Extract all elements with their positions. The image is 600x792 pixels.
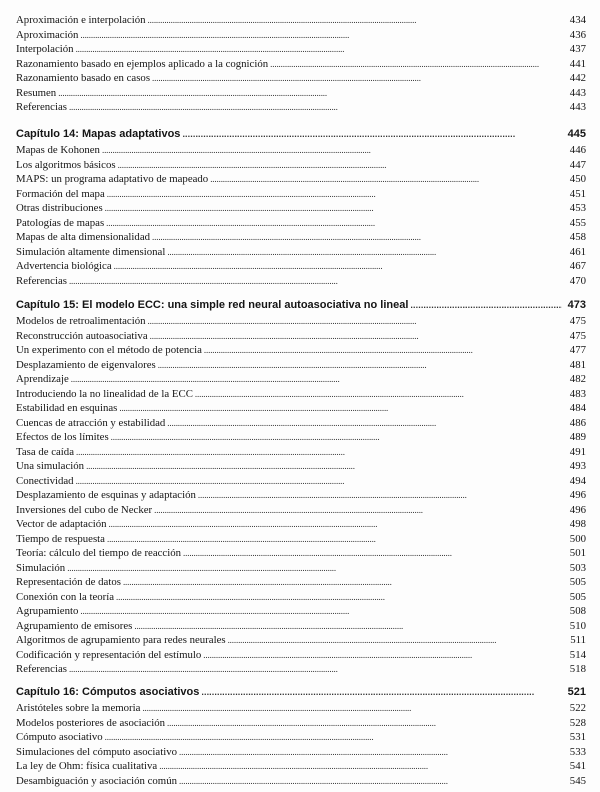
toc-entry [16,57,586,72]
entry-page: 510 [569,619,586,632]
entry-page: 505 [569,590,586,603]
entry-title: Vector de adaptación [16,518,107,530]
toc-entry [16,230,586,245]
leader-dots [80,28,562,43]
entry-page: 533 [569,745,586,758]
toc-entry [16,372,586,387]
toc-entry [16,28,586,43]
leader-dots [106,216,562,231]
entry-title: Los algoritmos básicos [16,158,116,171]
chapter-title: Capítulo 16: Cómputos asociativos [16,686,200,698]
entry-page: 498 [569,518,586,530]
leader-dots [123,575,562,590]
toc-entry [16,716,586,731]
leader-dots [111,430,562,445]
entry-title: Agrupamiento [16,605,79,617]
leader-dots [76,474,562,489]
chapter-heading [16,126,586,143]
leader-dots [182,126,562,143]
entry-page: 500 [569,532,586,545]
toc-entry [16,13,586,28]
toc-entry [16,216,586,231]
toc-entry [16,774,586,789]
entry-title: Representación de datos [16,576,121,588]
entry-page: 434 [569,14,586,26]
entry-page: 467 [569,260,586,272]
leader-dots [154,503,562,518]
leader-dots [148,13,562,28]
toc-entry [16,662,586,677]
toc-entry [16,590,586,605]
leader-dots [148,314,562,329]
leader-dots [119,401,562,416]
leader-dots [158,358,562,373]
leader-dots [76,42,562,57]
leader-dots [142,701,562,716]
entry-title: Interpolación [16,43,74,55]
toc-entry [16,633,586,648]
chapter-page: 473 [567,299,586,311]
entry-title: Simulación altamente dimensional [16,245,166,258]
toc-entry [16,143,586,158]
entry-page: 447 [569,158,586,171]
chapter-heading [16,297,586,314]
entry-page: 453 [569,202,586,214]
entry-page: 508 [569,605,586,617]
leader-dots [134,619,562,634]
leader-dots [179,745,562,760]
entry-page: 531 [569,731,586,743]
leader-dots [69,100,562,115]
toc-entry [16,86,586,101]
toc-entry [16,701,586,716]
entry-title: Inversiones del cubo de Necker [16,503,153,516]
toc-entry [16,358,586,373]
toc-entry [16,474,586,489]
entry-title: Patologías de mapas [16,216,105,229]
leader-dots [159,759,562,774]
entry-title: Tasa de caída [16,445,74,458]
entry-title: Mapas de alta dimensionalidad [16,231,151,243]
leader-dots [179,774,562,789]
entry-title: Una simulación [16,460,85,472]
leader-dots [150,329,562,344]
entry-page: 477 [569,344,586,356]
toc-entry [16,329,586,344]
entry-title: Simulaciones del cómputo asociativo [16,745,178,758]
toc-entry [16,387,586,402]
toc-entry [16,274,586,289]
leader-dots [204,343,562,358]
leader-dots [195,387,562,402]
entry-title: Mapas de Kohonen [16,144,100,156]
toc-entry [16,71,586,86]
entry-page: 455 [569,216,586,229]
entry-page: 511 [570,634,586,646]
leader-dots [201,684,562,701]
entry-title: Efectos de los límites [16,431,109,443]
entry-page: 446 [569,144,586,156]
chapter-page: 445 [567,128,586,140]
toc-entry [16,42,586,57]
chapter-title: Capítulo 14: Mapas adaptativos [16,128,181,140]
entry-title: Desplazamiento de eigenvalores [16,358,156,371]
entry-title: Estabilidad en esquinas [16,402,118,414]
entry-title: Codificación y representación del estímulo [16,648,202,661]
leader-dots [152,230,562,245]
leader-dots [118,158,562,173]
entry-page: 545 [569,774,586,787]
entry-title: Cuencas de atracción y estabilidad [16,416,166,429]
toc-entry [16,100,586,115]
entry-page: 482 [569,373,586,385]
leader-dots [71,372,562,387]
toc-entry [16,259,586,274]
entry-title: Desambiguación y asociación común [16,774,178,787]
entry-title: Introduciendo la no linealidad de la ECC [16,387,193,400]
entry-page: 451 [569,187,586,200]
entry-page: 470 [569,274,586,287]
leader-dots [114,259,562,274]
entry-page: 443 [569,86,586,99]
entry-page: 486 [569,416,586,429]
entry-page: 496 [569,503,586,516]
leader-dots [270,57,562,72]
toc-entry [16,604,586,619]
entry-page: 491 [569,445,586,458]
leader-dots [203,648,562,663]
toc-entry [16,459,586,474]
leader-dots [152,71,562,86]
leader-dots [167,716,562,731]
entry-page: 484 [569,402,586,414]
entry-title: Razonamiento basado en ejemplos aplicado a la cognición [16,57,269,70]
toc-entry [16,488,586,503]
entry-page: 443 [569,101,586,113]
leader-dots [69,662,562,677]
entry-page: 475 [569,315,586,327]
entry-title: Aristóteles sobre la memoria [16,702,141,714]
entry-page: 483 [569,387,586,400]
leader-dots [183,546,562,561]
entry-title: Razonamiento basado en casos [16,72,151,84]
toc-entry [16,172,586,187]
entry-title: Un experimento con el método de potencia [16,344,202,356]
entry-page: 461 [569,245,586,258]
entry-page: 522 [569,702,586,714]
entry-title: Aproximación [16,28,79,41]
leader-dots [198,488,562,503]
entry-title: Modelos posteriores de asociación [16,716,166,729]
entry-page: 481 [569,358,586,371]
leader-dots [109,517,562,532]
entry-title: Aproximación e interpolación [16,14,146,26]
entry-title: Advertencia biológica [16,260,112,272]
entry-page: 505 [569,576,586,588]
toc-entry [16,575,586,590]
toc-entry [16,561,586,576]
toc-entry [16,517,586,532]
entry-page: 493 [569,460,586,472]
leader-dots [410,297,562,314]
entry-page: 518 [569,663,586,675]
leader-dots [105,730,562,745]
toc-section-continuation [16,13,586,115]
toc-entry [16,730,586,745]
entry-page: 441 [569,57,586,70]
entry-title: La ley de Ohm: física cualitativa [16,760,158,772]
toc-entry [16,648,586,663]
leader-dots [58,86,562,101]
toc-entry [16,430,586,445]
entry-title: Referencias [16,663,67,675]
chapter-title: Capítulo 15: El modelo ECC: una simple red neural autoasociativa no lineal [16,299,409,311]
entry-title: Simulación [16,561,66,574]
entry-page: 541 [569,760,586,772]
entry-page: 528 [569,716,586,729]
entry-title: MAPS: un programa adaptativo de mapeado [16,173,209,185]
toc-entry [16,532,586,547]
toc-entry [16,745,586,760]
entry-page: 475 [569,329,586,342]
entry-page: 437 [569,43,586,55]
entry-page: 458 [569,231,586,243]
toc-entry [16,343,586,358]
entry-title: Algoritmos de agrupamiento para redes neurales [16,634,226,646]
leader-dots [210,172,562,187]
entry-title: Formación del mapa [16,187,105,200]
toc-section-chapter-15 [16,297,586,677]
toc-entry [16,445,586,460]
leader-dots [167,416,562,431]
leader-dots [107,187,562,202]
chapter-heading [16,684,586,701]
toc-entry [16,314,586,329]
entry-page: 489 [569,431,586,443]
entry-title: Otras distribuciones [16,202,103,214]
entry-page: 501 [569,547,586,559]
toc-entry [16,187,586,202]
toc-section-chapter-16 [16,684,586,788]
entry-title: Teoría: cálculo del tiempo de reacción [16,547,182,559]
leader-dots [86,459,562,474]
leader-dots [69,274,562,289]
entry-title: Aprendizaje [16,373,69,385]
toc-entry [16,201,586,216]
entry-title: Reconstrucción autoasociativa [16,329,148,342]
leader-dots [228,633,562,648]
entry-title: Tiempo de respuesta [16,532,105,545]
entry-page: 503 [569,561,586,574]
toc-entry [16,619,586,634]
entry-title: Resumen [16,86,57,99]
entry-title: Conectividad [16,474,74,487]
leader-dots [116,590,562,605]
leader-dots [105,201,562,216]
leader-dots [107,532,562,547]
entry-title: Conexión con la teoría [16,590,115,603]
leader-dots [67,561,562,576]
entry-page: 450 [569,173,586,185]
toc-entry [16,416,586,431]
entry-page: 442 [569,72,586,84]
entry-title: Modelos de retroalimentación [16,315,146,327]
entry-title: Desplazamiento de esquinas y adaptación [16,489,196,501]
entry-page: 436 [569,28,586,41]
leader-dots [102,143,562,158]
entry-title: Cómputo asociativo [16,731,103,743]
entry-title: Referencias [16,101,67,113]
entry-title: Referencias [16,274,67,287]
toc-entry [16,245,586,260]
toc-entry [16,759,586,774]
toc-section-chapter-14 [16,126,586,288]
leader-dots [167,245,562,260]
toc-entry [16,503,586,518]
entry-title: Agrupamiento de emisores [16,619,133,632]
entry-page: 494 [569,474,586,487]
toc-entry [16,158,586,173]
leader-dots [76,445,562,460]
toc-entry [16,546,586,561]
chapter-page: 521 [567,686,586,698]
toc-entry [16,401,586,416]
entry-page: 496 [569,489,586,501]
entry-page: 514 [569,648,586,661]
leader-dots [80,604,562,619]
